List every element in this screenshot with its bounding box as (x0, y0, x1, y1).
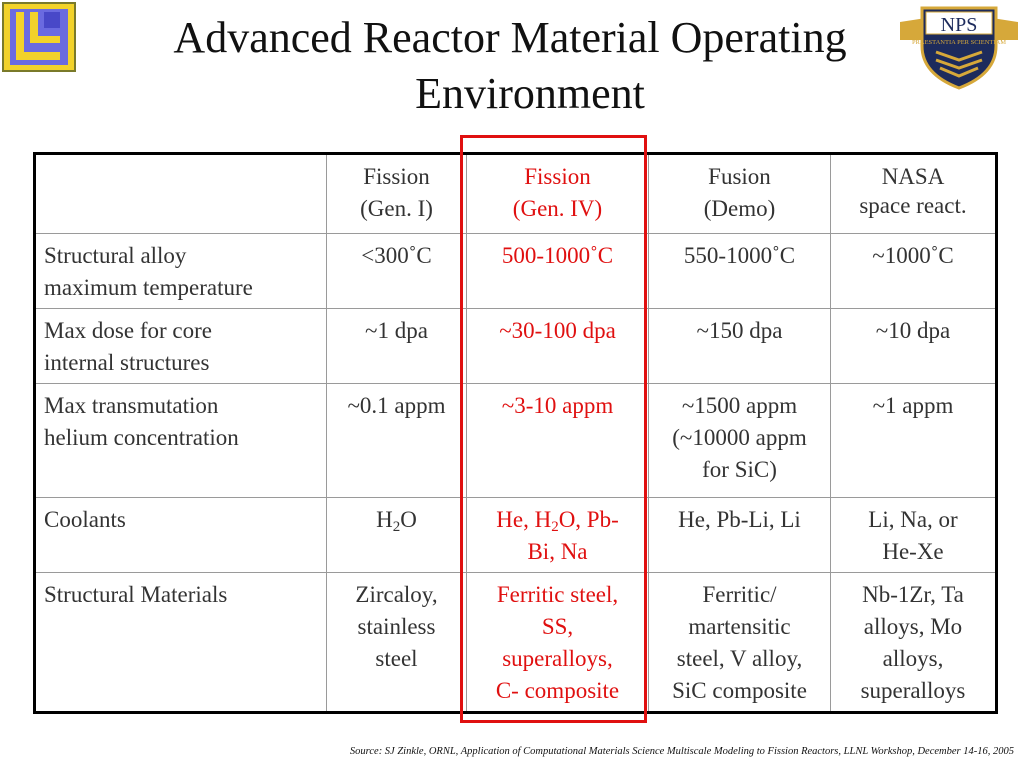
cell-gen4: ~30-100 dpa (467, 309, 649, 384)
cell-nasa: ~1 appm (831, 384, 997, 498)
cell-line: Ferritic/ (702, 582, 777, 607)
header-line: Fission (524, 164, 591, 189)
cell-line: Ferritic steel, (496, 582, 619, 607)
cell-nasa: ~1000˚C (831, 234, 997, 309)
cell-line: superalloys (860, 678, 966, 703)
cell-gen1: ~1 dpa (327, 309, 467, 384)
row-label (35, 384, 327, 498)
nps-logo-motto: PRAESTANTIA PER SCIENTIAM (911, 39, 1007, 46)
header-empty (35, 154, 327, 234)
formula-part: O, Pb- (558, 507, 619, 532)
cell-nasa: ~10 dpa (831, 309, 997, 384)
formula-part: H (376, 507, 393, 532)
cell-gen1: <300˚C (327, 234, 467, 309)
formula-subscript: 2 (392, 519, 401, 535)
nps-logo (896, 0, 1022, 92)
cell-gen4 (467, 498, 649, 573)
row-label: Coolants (35, 498, 327, 573)
row-label: Structural Materials (35, 573, 327, 713)
header-line: (Gen. IV) (512, 196, 603, 221)
cell-fusion (649, 573, 831, 713)
formula-part: O (400, 507, 417, 532)
table-header-row (35, 154, 997, 234)
table-row (35, 498, 997, 573)
cell-gen4: 500-1000˚C (467, 234, 649, 309)
header-fission-gen4 (467, 154, 649, 234)
cell-line: Nb-1Zr, Ta (862, 582, 964, 607)
row-label (35, 309, 327, 384)
cell-gen1 (327, 573, 467, 713)
cell-line: SiC composite (672, 678, 807, 703)
cell-line: alloys, Mo (863, 614, 963, 639)
page-title (80, 10, 940, 122)
cell-nasa (831, 573, 997, 713)
cell-line: steel (375, 646, 418, 671)
table-row (35, 573, 997, 713)
cell-line: ~1500 appm (681, 393, 798, 418)
row-label (35, 234, 327, 309)
table-row (35, 309, 997, 384)
header-fusion (649, 154, 831, 234)
cell-fusion: 550-1000˚C (649, 234, 831, 309)
cell-line: He-Xe (882, 539, 944, 564)
row-label-line: Max transmutation (44, 393, 219, 418)
cell-line: stainless (357, 614, 436, 639)
cell-line: (~10000 appm (672, 425, 807, 450)
cell-gen1 (327, 498, 467, 573)
header-line: Fission (363, 164, 430, 189)
formula-subscript: 2 (551, 519, 559, 535)
header-line: Fusion (708, 164, 771, 189)
row-label-line: Structural alloy (44, 243, 187, 268)
cell-fusion: He, Pb-Li, Li (649, 498, 831, 573)
cell-fusion (649, 384, 831, 498)
cell-line: alloys, (882, 646, 944, 671)
cell-line: C- composite (495, 678, 620, 703)
cell-line: steel, V alloy, (676, 646, 803, 671)
cell-line: Bi, Na (527, 539, 588, 564)
formula-part: He, H (496, 507, 552, 532)
cell-gen1: ~0.1 appm (327, 384, 467, 498)
row-label-line: maximum temperature (44, 275, 253, 300)
table-row (35, 234, 997, 309)
cell-fusion: ~150 dpa (649, 309, 831, 384)
cell-line: SS, (541, 614, 574, 639)
cell-line: superalloys, (502, 646, 613, 671)
cell-nasa (831, 498, 997, 573)
cell-line: for SiC) (702, 457, 777, 482)
lab-logo-icon (2, 2, 76, 72)
cell-gen4 (467, 573, 649, 713)
title-line-2: Environment (415, 69, 645, 118)
table-row (35, 384, 997, 498)
lab-logo (2, 2, 76, 72)
row-label-line: helium concentration (44, 425, 239, 450)
row-label-line: Max dose for core (44, 318, 212, 343)
cell-line (473, 504, 642, 536)
nps-shield-icon (896, 0, 1022, 92)
cell-gen4: ~3-10 appm (467, 384, 649, 498)
header-nasa (831, 154, 997, 234)
header-line: (Demo) (703, 196, 776, 221)
environment-table (33, 152, 998, 714)
row-label-line: internal structures (44, 350, 210, 375)
cell-line: Zircaloy, (355, 582, 438, 607)
header-line: space react. (859, 193, 967, 218)
source-citation: Source: SJ Zinkle, ORNL, Application of Computational Materials Science Multiscale Modeling to Fission Reactors, LLNL Workshop, December 14-16, 2005 (349, 746, 1014, 757)
nps-logo-text: NPS (940, 14, 978, 36)
cell-line: Li, Na, or (868, 507, 958, 532)
header-line: (Gen. I) (360, 196, 433, 221)
header-line: NASA (881, 164, 945, 189)
header-fission-gen1 (327, 154, 467, 234)
cell-line: martensitic (688, 614, 791, 639)
title-line-1: Advanced Reactor Material Operating (173, 13, 847, 62)
